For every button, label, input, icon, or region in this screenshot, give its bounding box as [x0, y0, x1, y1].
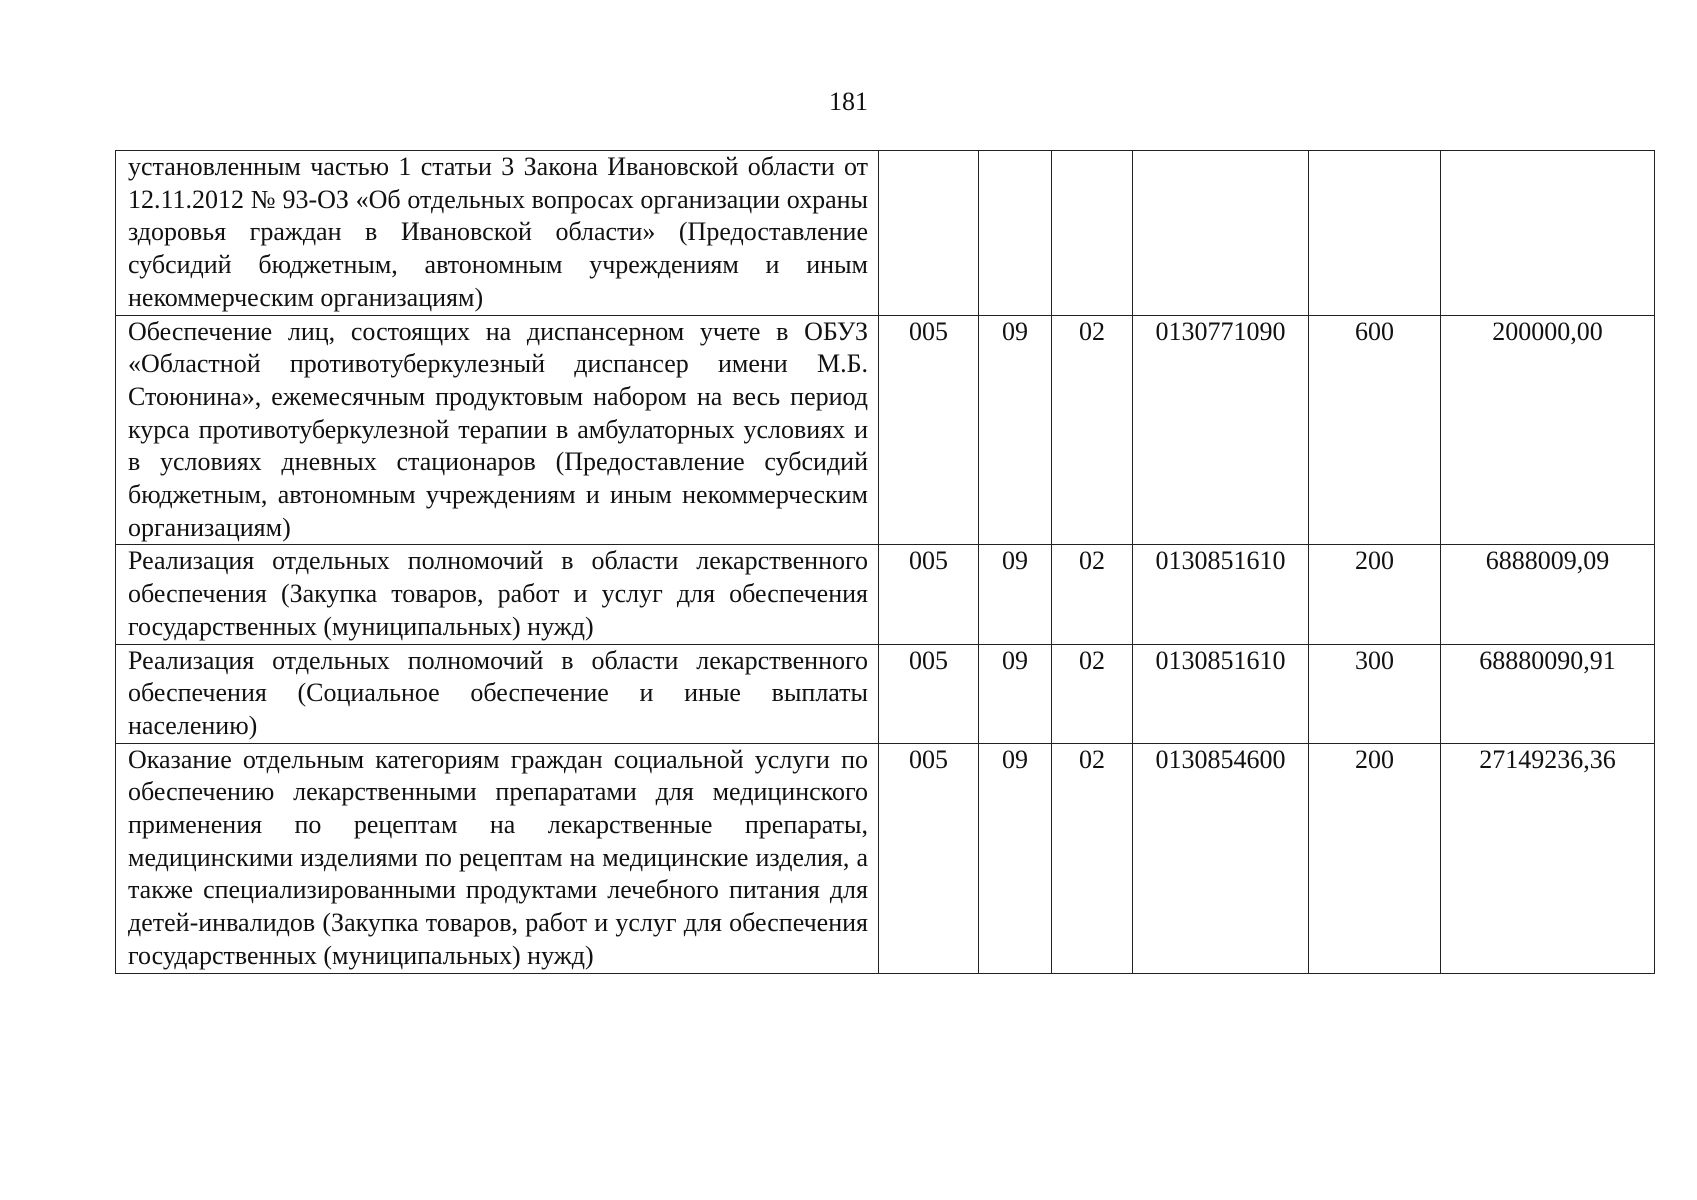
- row-description: Реализация отдельных полномочий в области лекарственного обеспечения (Закупка товаров, работ и услуг для обеспечения государственных (муниципальных) нужд): [116, 545, 879, 644]
- amount: [1441, 151, 1655, 316]
- department-code: 005: [879, 644, 979, 743]
- department-code: 005: [879, 545, 979, 644]
- amount: 200000,00: [1441, 315, 1655, 545]
- subsection-code: 02: [1052, 644, 1133, 743]
- page-number: 181: [829, 87, 868, 116]
- department-code: [879, 151, 979, 316]
- subsection-code: 02: [1052, 743, 1133, 973]
- department-code: 005: [879, 743, 979, 973]
- section-code: [979, 151, 1052, 316]
- expense-type-code: 200: [1309, 545, 1441, 644]
- target-article-code: [1133, 151, 1309, 316]
- expense-type-code: 200: [1309, 743, 1441, 973]
- expense-type-code: 600: [1309, 315, 1441, 545]
- section-code: 09: [979, 644, 1052, 743]
- table-row: [116, 545, 1655, 644]
- target-article-code: 0130854600: [1133, 743, 1309, 973]
- section-code: 09: [979, 743, 1052, 973]
- budget-table: [115, 150, 1655, 974]
- target-article-code: 0130851610: [1133, 545, 1309, 644]
- amount: 6888009,09: [1441, 545, 1655, 644]
- row-description: Оказание отдельным категориям граждан социальной услуги по обеспечению лекарственными препаратами для медицинского применения по рецептам на лекарственные препараты, медицинскими изделиями по рецептам на медицинские изделия, а также специализированными продуктами лечебного питания для детей-инвалидов (Закупка товаров, работ и услуг для обеспечения государственных (муниципальных) нужд): [116, 743, 879, 973]
- table-row: [116, 315, 1655, 545]
- table-row: [116, 644, 1655, 743]
- subsection-code: 02: [1052, 315, 1133, 545]
- row-description: Реализация отдельных полномочий в области лекарственного обеспечения (Социальное обеспечение и иные выплаты населению): [116, 644, 879, 743]
- table-row: [116, 743, 1655, 973]
- department-code: 005: [879, 315, 979, 545]
- amount: 68880090,91: [1441, 644, 1655, 743]
- target-article-code: 0130771090: [1133, 315, 1309, 545]
- section-code: 09: [979, 315, 1052, 545]
- amount: 27149236,36: [1441, 743, 1655, 973]
- expense-type-code: [1309, 151, 1441, 316]
- row-description: Обеспечение лиц, состоящих на диспансерном учете в ОБУЗ «Областной противотуберкулезный диспансер имени М.Б. Стоюнина», ежемесячным продуктовым набором на весь период курса противотуберкулезной терапии в амбулаторных условиях и в условиях дневных стационаров (Предоставление субсидий бюджетным, автономным учреждениям и иным некоммерческим организациям): [116, 315, 879, 545]
- expense-type-code: 300: [1309, 644, 1441, 743]
- subsection-code: 02: [1052, 545, 1133, 644]
- target-article-code: 0130851610: [1133, 644, 1309, 743]
- row-description: установленным частью 1 статьи 3 Закона Ивановской области от 12.11.2012 № 93-ОЗ «Об отдельных вопросах организации охраны здоровья граждан в Ивановской области» (Предоставление субсидий бюджетным, автономным учреждениям и иным некоммерческим организациям): [116, 151, 879, 316]
- table-row: [116, 151, 1655, 316]
- subsection-code: [1052, 151, 1133, 316]
- section-code: 09: [979, 545, 1052, 644]
